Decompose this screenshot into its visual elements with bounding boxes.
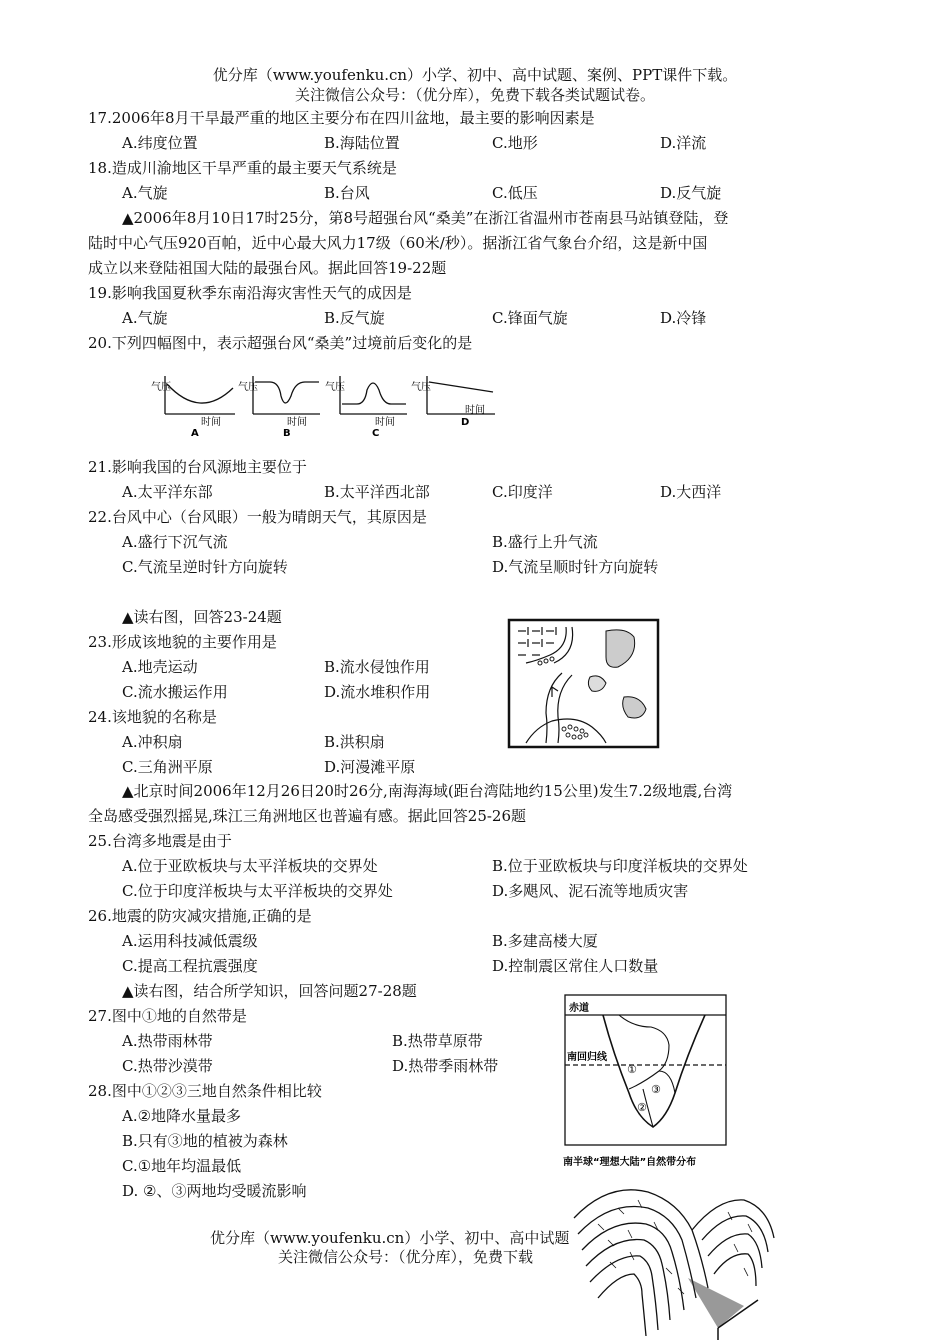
q28-option-a: A.②地降水量最多 [122,1107,242,1125]
q27-option-a: A.热带雨林带 [122,1032,213,1050]
footer-line-2: 关注微信公众号：（优分库），免费下载 [278,1248,534,1266]
landform-map [506,617,661,750]
graph-b [253,376,320,414]
marker-3: ③ [651,1083,661,1096]
intro-19-line-2: 陆时中心气压920百帕，近中心最大风力17级（60米/秒）。据浙江省气象台介绍，这是新中国 [88,234,708,252]
graph-a-label: A [191,428,199,439]
q26-option-c: C.提高工程抗震强度 [122,957,258,975]
q17-stem: 17.2006年8月干旱最严重的地区主要分布在四川盆地，最主要的影响因素是 [88,109,595,127]
q24-option-a: A.冲积扇 [122,733,183,751]
q26-stem: 26.地震的防灾减灾措施,正确的是 [88,907,312,925]
q27-option-c: C.热带沙漠带 [122,1057,213,1075]
q24-stem: 24.该地貌的名称是 [88,708,217,726]
q23-stem: 23.形成该地貌的主要作用是 [88,633,277,651]
q18-option-a: A.气旋 [122,184,168,202]
q23-option-c: C.流水搬运作用 [122,683,228,701]
q22-option-a: A.盛行下沉气流 [122,533,228,551]
q21-option-d: D.大西洋 [660,483,722,501]
q19-option-a: A.气旋 [122,309,168,327]
q19-option-d: D.冷锋 [660,309,707,327]
q19-option-c: C.锋面气旋 [492,309,568,327]
q22-option-b: B.盛行上升气流 [492,533,598,551]
q26-option-b: B.多建高楼大厦 [492,932,598,950]
q26-option-a: A.运用科技减低震级 [122,932,258,950]
q22-option-c: C.气流呈逆时针方向旋转 [122,558,288,576]
q17-option-d: D.洋流 [660,134,707,152]
q24-option-d: D.河漫滩平原 [324,758,416,776]
q23-option-d: D.流水堆积作用 [324,683,431,701]
q22-option-d: D.气流呈顺时针方向旋转 [492,558,659,576]
q17-option-c: C.地形 [492,134,538,152]
graph-c-label: C [372,428,380,439]
q25-option-b: B.位于亚欧板块与印度洋板块的交界处 [492,857,748,875]
intro-19-line-3: 成立以来登陆祖国大陆的最强台风。据此回答19-22题 [88,259,447,277]
intro-27: ▲读右图，结合所学知识，回答问题27-28题 [122,982,417,1000]
q27-stem: 27.图中①地的自然带是 [88,1007,247,1025]
pressure-graphs [145,370,505,440]
intro-25-line-1: ▲北京时间2006年12月26日20时26分,南海海域(距台湾陆地约15公里)发生7.2级地震,台湾 [122,782,733,800]
graph-d-ylabel: 气压 [411,382,431,393]
q23-option-b: B.流水侵蚀作用 [324,658,430,676]
q21-option-a: A.太平洋东部 [122,483,213,501]
intro-19-line-1: ▲2006年8月10日17时25分，第8号超强台风“桑美”在浙江省温州市苍南县马站镇登陆，登 [122,209,729,227]
continent-caption: 南半球“理想大陆”自然带分布 [563,1157,697,1168]
q18-option-c: C.低压 [492,184,538,202]
q28-option-c: C.①地年均温最低 [122,1157,242,1175]
intro-23: ▲读右图，回答23-24题 [122,608,282,626]
q25-option-d: D.多飓风、泥石流等地质灾害 [492,882,689,900]
q19-stem: 19.影响我国夏秋季东南沿海灾害性天气的成因是 [88,284,412,302]
graph-d-xlabel: 时间 [465,405,485,416]
header-line-1: 优分库（www.youfenku.cn）小学、初中、高中试题、案例、PPT课件下载。 [212,66,738,84]
graph-c-xlabel: 时间 [375,417,395,428]
q20-stem: 20.下列四幅图中，表示超强台风“桑美”过境前后变化的是 [88,334,473,352]
q25-option-c: C.位于印度洋板块与太平洋板块的交界处 [122,882,393,900]
graph-a-xlabel: 时间 [201,417,221,428]
q21-stem: 21.影响我国的台风源地主要位于 [88,458,307,476]
q26-option-d: D.控制震区常住人口数量 [492,957,659,975]
q21-option-c: C.印度洋 [492,483,553,501]
q17-option-a: A.纬度位置 [122,134,198,152]
ideal-continent-diagram [563,993,728,1173]
q18-stem: 18.造成川渝地区干旱严重的最主要天气系统是 [88,159,397,177]
q18-option-b: B.台风 [324,184,370,202]
q19-option-b: B.反气旋 [324,309,385,327]
header-line-2: 关注微信公众号：（优分库），免费下载各类试题试卷。 [294,86,655,104]
graph-a-ylabel: 气压 [151,382,171,393]
q22-stem: 22.台风中心（台风眼）一般为晴朗天气，其原因是 [88,508,427,526]
graph-b-label: B [283,428,291,439]
q24-option-b: B.洪积扇 [324,733,385,751]
marker-2: ② [637,1101,647,1114]
q18-option-d: D.反气旋 [660,184,722,202]
q27-option-b: B.热带草原带 [392,1032,483,1050]
q21-option-b: B.太平洋西北部 [324,483,430,501]
q28-stem: 28.图中①②③三地自然条件相比较 [88,1082,322,1100]
q28-option-d: D. ②、③两地均受暖流影响 [122,1182,307,1200]
graph-a [165,376,235,414]
q17-option-b: B.海陆位置 [324,134,400,152]
graph-b-ylabel: 气压 [238,382,258,393]
q27-option-d: D.热带季雨林带 [392,1057,499,1075]
q23-option-a: A.地壳运动 [122,658,198,676]
q25-stem: 25.台湾多地震是由于 [88,832,232,850]
equator-label: 赤道 [569,1003,589,1014]
footer-line-1: 优分库（www.youfenku.cn）小学、初中、高中试题 [210,1229,570,1247]
q24-option-c: C.三角洲平原 [122,758,213,776]
intro-25-line-2: 全岛感受强烈摇晃,珠江三角洲地区也普遍有感。据此回答25-26题 [88,807,527,825]
graph-d-label: D [461,417,470,428]
graph-c [340,376,407,414]
rock-fold-sketch [568,1178,780,1342]
q28-option-b: B.只有③地的植被为森林 [122,1132,288,1150]
graph-b-xlabel: 时间 [287,417,307,428]
q25-option-a: A.位于亚欧板块与太平洋板块的交界处 [122,857,378,875]
tropic-label: 南回归线 [567,1052,607,1063]
marker-1: ① [627,1063,637,1076]
graph-c-ylabel: 气压 [325,382,345,393]
